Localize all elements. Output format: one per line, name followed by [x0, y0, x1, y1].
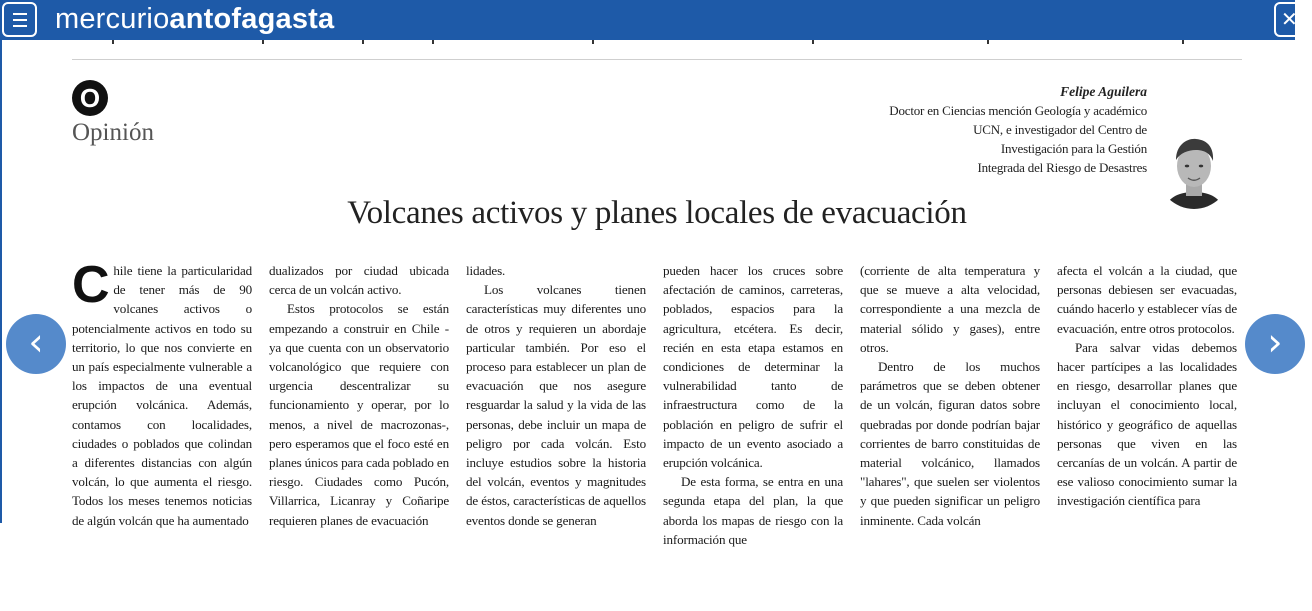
- author-bio-line: Doctor en Ciencias mención Geología y académico: [889, 103, 1147, 118]
- paragraph: lidades.: [466, 263, 506, 278]
- close-button[interactable]: [1274, 2, 1304, 37]
- article-column: [663, 261, 843, 547]
- author-block: [807, 82, 1147, 177]
- author-bio-line: Investigación para la Gestión: [1000, 141, 1147, 156]
- paragraph: hile tiene la particularidad de tener más de 90 volcanes activos o potencialmente activos en todo su territorio, lo que nos convierte en un país especialmente vulnerable a los impactos de una eventual erupción volcánica. Además, contamos con localidades, ciudades o poblados que colindan a diferentes distancias con algún volcán, lo que aumenta el riesgo. Todos los meses tenemos noticias de algún volcán que ha aumentado: [72, 263, 252, 528]
- article-title: Volcanes activos y planes locales de evacuación: [347, 195, 967, 231]
- article-column: [1057, 261, 1237, 523]
- paragraph: pueden hacer los cruces sobre afectación de caminos, carreteras, poblados, espacios para la agricultura, etcétera. Es decir, recién en esta etapa estamos en condiciones de determinar la vulnerabilidad tanto de infraestructura como de la población en peligro de sufrir el impacto de un evento asociado a erupción volcánica.: [663, 263, 843, 471]
- author-name: Felipe Aguilera: [1060, 84, 1147, 99]
- menu-icon: [13, 13, 27, 15]
- divider-rule: [72, 59, 1242, 60]
- paragraph: Dentro de los muchos parámetros que se deben obtener de un volcán, figuran datos sobre quebradas por donde podrían bajar corrientes de barro constituidas de material volcánico, llamados "lahares", que suelen ser violentos y que pueden significar un peligro inminente. Cada volcán: [860, 359, 1040, 528]
- paragraph: De esta forma, se entra en una segunda etapa del plan, la que aborda los mapas de riesgo con la información que: [663, 474, 843, 547]
- site-logo[interactable]: [55, 0, 334, 40]
- article-column: [466, 261, 646, 528]
- paragraph: dualizados por ciudad ubicada cerca de un volcán activo.: [269, 263, 449, 298]
- top-bar: [0, 0, 1298, 40]
- chevron-right-icon: ›: [1267, 320, 1283, 364]
- section-label: Opinión: [72, 119, 154, 146]
- paragraph: (corriente de alta temperatura y que se mueve a alta velocidad, correspondiente a una mezcla de material sólido y gases), entre otros.: [860, 263, 1040, 355]
- menu-icon: [13, 25, 27, 27]
- article-column: [72, 256, 252, 528]
- paragraph: Para salvar vidas debemos hacer partícipes a las localidades en riesgo, desarrollar planes que incluyan el conocimiento local, histórico y geográfico de aquellas personas que viven en las cercanías de un volcán. A partir de ese valioso conocimiento sumar la investigación científica para: [1057, 339, 1237, 509]
- menu-button[interactable]: [2, 2, 37, 37]
- menu-icon: [13, 19, 27, 21]
- close-icon: ✕: [1281, 7, 1298, 31]
- author-bio-line: Integrada del Riesgo de Desastres: [977, 160, 1147, 175]
- newspaper-page-viewer: [0, 40, 1295, 547]
- article-column: [269, 261, 449, 528]
- opinion-badge: O: [72, 80, 108, 116]
- previous-article-cut: [72, 40, 1242, 46]
- logo-text-light: mercurio: [55, 3, 170, 35]
- author-bio-line: UCN, e investigador del Centro de: [973, 122, 1147, 137]
- paragraph: afecta el volcán a la ciudad, que personas debiesen ser evacuadas, cuándo hacerlo y establecer vías de evacuación, entre otros protocolos.: [1057, 263, 1237, 336]
- chevron-left-icon: ‹: [28, 320, 44, 364]
- logo-text-bold: antofagasta: [169, 3, 335, 35]
- paragraph: Estos protocolos se están empezando a construir en Chile -ya que cuenta con un observatorio volcanológico que requiere con urgencia descentralizar su funcionamiento y operar, por lo menos, a nivel de macrozonas-, pero esperamos que el foco esté en planes únicos para cada poblado en riesgo. Ciudades como Pucón, Villarrica, Licanray y Coñaripe requieren planes de evacuación: [269, 301, 449, 528]
- article-column: [860, 261, 1040, 528]
- drop-cap: C: [72, 256, 110, 314]
- article-body: [72, 256, 1247, 547]
- paragraph: Los volcanes tienen características muy diferentes uno de otros y requieren un abordaje particular también. Por eso el proceso para establecer un plan de evacuación que nos asegure resguardar la salud y la vida de las personas, debe incluir un mapa de peligro por cada volcán. Esto incluye estudios sobre la historia del volcán, eventos y magnitudes de éstos, características de aquellos eventos donde se generan: [466, 282, 646, 528]
- next-page-button[interactable]: [1245, 314, 1305, 374]
- previous-page-button[interactable]: [6, 314, 66, 374]
